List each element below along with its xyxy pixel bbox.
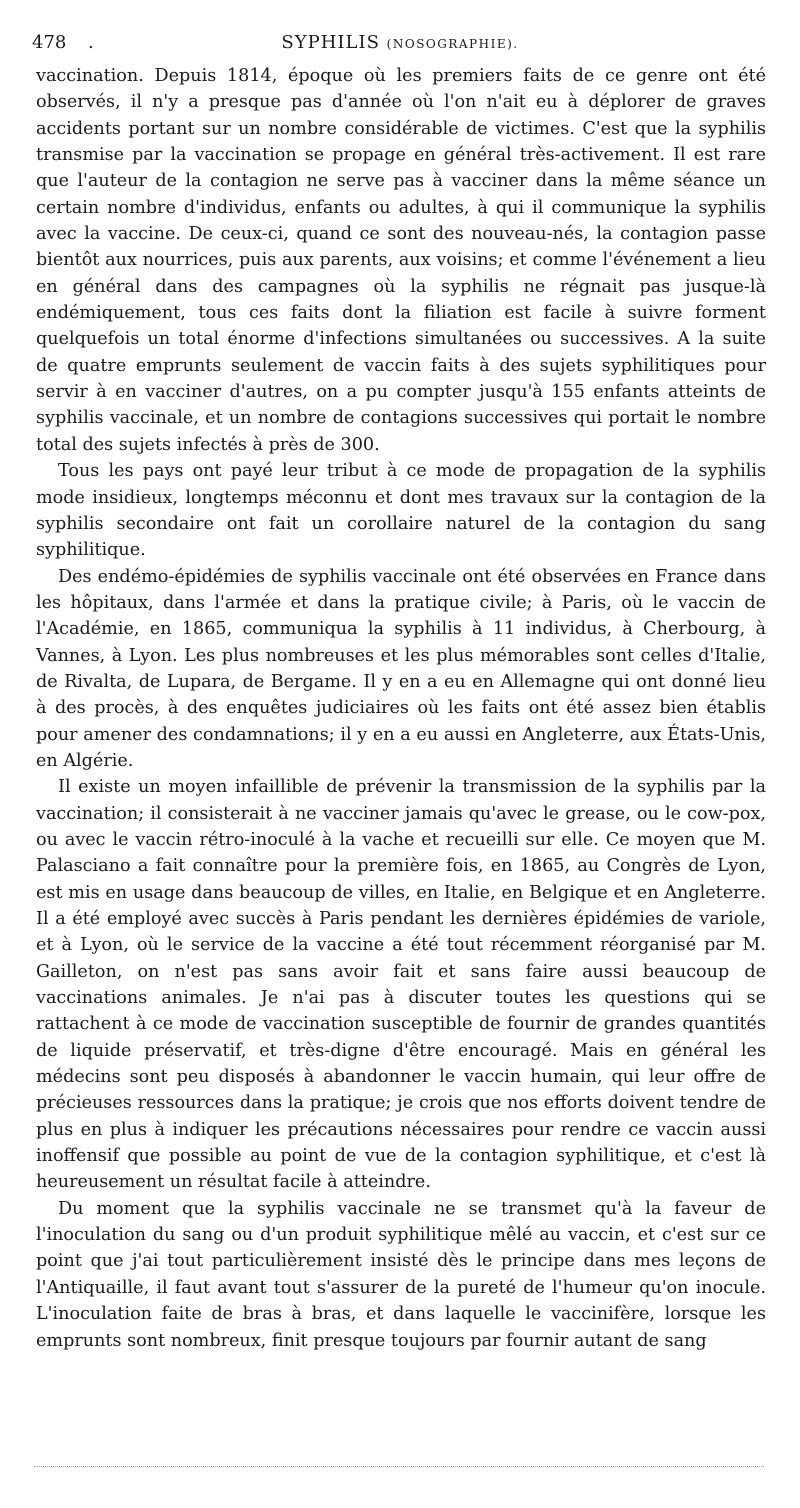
running-title-main: SYPHILIS — [281, 32, 380, 53]
footer-dotted-rule — [34, 1466, 764, 1467]
paragraph-5: Du moment que la syphilis vaccinale ne se transmet qu'à la faveur de l'inoculation du sang ou d'un produit syphilitique mêlé au vaccin, et c'est sur ce point que j'ai tout particulièrement insisté dès le principe dans mes leçons de l'Antiquaille, il faut avant tout s'assurer de la pureté de l'humeur qu'on inocule. L'inoculation faite de bras à bras, et dans laquelle le vaccinifère, lorsque les emprunts sont nombreux, finit presque toujours par fournir autant de sang — [36, 1198, 766, 1351]
page-number: 478 — [32, 32, 67, 53]
running-title-sub: (NOSOGRAPHIE). — [386, 37, 519, 51]
paragraph-4: Il existe un moyen infaillible de prévenir la transmission de la syphilis par la vaccination; il consisterait à ne vacciner jamais qu'avec le grease, ou le cow-pox, ou avec le vaccin rétro-inoculé à la vache et recueilli sur elle. Ce moyen que M. Palasciano a fait connaître pour la première fois, en 1865, au Congrès de Lyon, est mis en usage dans beaucoup de villes, en Italie, en Belgique et en Angleterre. Il a été employé avec succès à Paris pendant les dernières épidémies de variole, et à Lyon, où le service de la vaccine a été tout récemment réorganisé par M. Gailleton, on n'est pas sans avoir fait et sans faire aussi beaucoup de vaccinations animales. Je n'ai pas à discuter toutes les questions qui se rattachent à ce mode de vaccination susceptible de fournir de grandes quantités de liquide préservatif, et très-digne d'être encouragé. Mais en général les médecins sont peu disposés à abandonner le vaccin humain, qui leur offre de précieuses ressources dans la pratique; je crois que nos efforts doivent tendre de plus en plus à indiquer les précautions nécessaires pour rendre ce vaccin aussi inoffensif que possible au point de vue de la contagion syphilitique, et c'est là heureusement un résultat facile à atteindre. — [36, 777, 766, 1193]
header-separator: . — [88, 32, 94, 53]
paragraph-2: Tous les pays ont payé leur tribut à ce mode de propagation de la syphilis mode insidieux, longtemps méconnu et dont mes travaux sur la contagion de la syphilis secondaire ont fait un corollaire naturel de la contagion du sang syphilitique. — [36, 461, 766, 561]
running-title — [32, 30, 768, 57]
running-header — [32, 30, 768, 56]
paragraph-3: Des endémo-épidémies de syphilis vaccinale ont été observées en France dans les hôpitaux, dans l'armée et dans la pratique civile; à Paris, où le vaccin de l'Académie, en 1865, communiqua la syphilis à 11 individus, à Cherbourg, à Vannes, à Lyon. Les plus nombreuses et les plus mémorables sont celles d'Italie, de Rivalta, de Lupara, de Bergame. Il y en a eu en Allemagne qui ont donné lieu à des procès, à des enquêtes judiciaires où les faits ont été assez bien établis pour amener des condamnations; il y en a eu aussi en Angleterre, aux États-Unis, en Algérie. — [36, 566, 766, 771]
paragraph-1: vaccination. Depuis 1814, époque où les premiers faits de ce genre ont été observés, il n'y a presque pas d'année où l'on n'ait eu à déplorer de graves accidents portant sur un nombre considérable de victimes. C'est que la syphilis transmise par la vaccination se propage en général très-activement. Il est rare que l'auteur de la contagion ne serve pas à vacciner dans la même séance un certain nombre d'individus, enfants ou adultes, à qui il communique la syphilis avec la vaccine. De ceux-ci, quand ce sont des nouveau-nés, la contagion passe bientôt aux nourrices, puis aux parents, aux voisins; et comme l'événement a lieu en général dans des campagnes où la syphilis ne régnait pas jusque-là endémiquement, tous ces faits dont la filiation est facile à suivre forment quelquefois un total énorme d'infections simultanées ou successives. A la suite de quatre emprunts seulement de vaccin faits à des sujets syphilitiques pour servir à en vacciner d'autres, on a pu compter jusqu'à 155 enfants atteints de syphilis vaccinale, et un nombre de contagions successives qui portait le nombre total des sujets infectés à près de 300. — [36, 66, 766, 455]
body-text — [36, 63, 766, 1354]
